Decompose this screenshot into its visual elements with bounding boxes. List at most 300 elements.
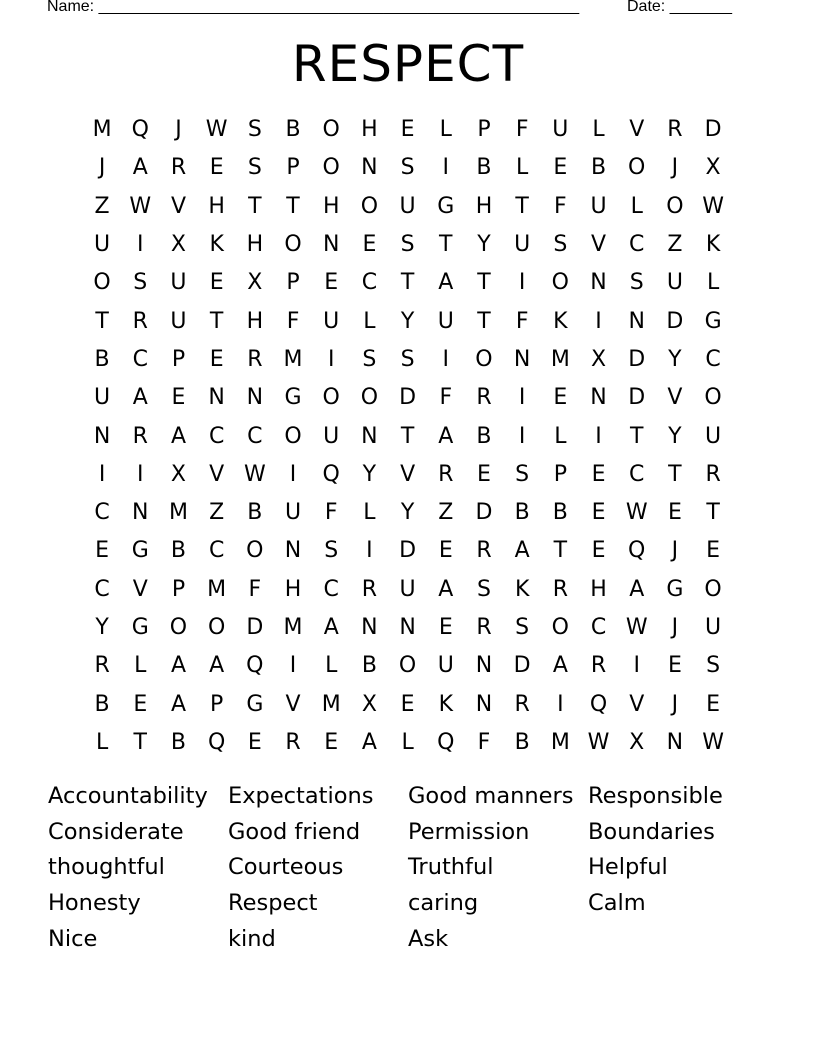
page-title: RESPECT — [291, 35, 525, 93]
grid-letter: G — [704, 308, 722, 334]
grid-letter: V — [209, 461, 225, 487]
grid-letter: D — [475, 500, 493, 526]
grid-letter: L — [401, 729, 414, 755]
grid-letter: W — [625, 500, 648, 526]
word-bank-item: Good friend — [228, 818, 361, 845]
grid-letter: V — [132, 576, 148, 602]
grid-letter: E — [477, 461, 491, 487]
grid-letter: F — [515, 117, 529, 143]
grid-letter: I — [442, 346, 450, 372]
grid-letter: D — [666, 308, 684, 334]
grid-letter: B — [285, 117, 301, 143]
word-bank-item: Calm — [588, 890, 646, 917]
word-bank-item: caring — [408, 890, 479, 917]
grid-letter: S — [515, 461, 530, 487]
grid-letter: N — [628, 308, 645, 334]
grid-letter: H — [590, 576, 607, 602]
grid-letter: E — [438, 615, 453, 640]
grid-letter: R — [476, 615, 492, 640]
grid-letter: V — [629, 117, 645, 143]
grid-letter: H — [246, 232, 264, 258]
grid-letter: I — [442, 155, 450, 181]
grid-letter: U — [170, 308, 187, 334]
grid-letter: O — [322, 117, 340, 143]
grid-row — [83, 111, 733, 149]
word-bank-row — [48, 921, 788, 957]
grid-letter: T — [553, 538, 568, 564]
grid-letter: O — [284, 232, 302, 258]
grid-letter: B — [514, 729, 530, 755]
grid-letter: N — [322, 232, 340, 258]
grid-letter: C — [705, 346, 721, 372]
grid-letter: O — [666, 193, 684, 219]
grid-letter: H — [475, 193, 493, 219]
grid-letter: B — [170, 538, 187, 564]
grid-letter: Q — [589, 691, 608, 717]
grid-letter: T — [515, 193, 529, 219]
grid-letter: O — [704, 385, 722, 411]
grid-letter: G — [284, 385, 302, 411]
grid-letter: D — [628, 346, 646, 372]
grid-letter: Q — [246, 653, 264, 679]
grid-letter: Q — [207, 729, 226, 755]
grid-letter: U — [284, 500, 302, 526]
grid-letter: Z — [209, 500, 225, 526]
grid-letter: M — [207, 576, 227, 602]
grid-letter: K — [209, 232, 224, 258]
grid-letter: A — [552, 653, 568, 679]
word-bank-item: Respect — [228, 890, 318, 917]
grid-letter: F — [515, 308, 529, 334]
grid-row — [83, 532, 733, 570]
grid-letter: S — [247, 155, 262, 181]
grid-row — [83, 417, 733, 455]
grid-letter: U — [705, 423, 722, 449]
grid-letter: T — [668, 461, 682, 487]
grid-letter: A — [132, 155, 148, 181]
grid-letter: J — [671, 691, 679, 717]
grid-letter: M — [92, 117, 112, 143]
grid-letter: C — [247, 423, 263, 449]
grid-row — [83, 341, 733, 379]
grid-row — [83, 724, 733, 762]
grid-letter: T — [248, 193, 262, 219]
grid-letter: Y — [400, 308, 415, 334]
grid-row — [83, 264, 733, 302]
grid-row — [83, 647, 733, 685]
grid-letter: A — [132, 385, 148, 411]
grid-letter: C — [94, 576, 110, 602]
grid-letter: Y — [362, 461, 377, 487]
grid-letter: R — [361, 576, 378, 602]
grid-letter: D — [399, 385, 417, 411]
grid-letter: X — [629, 729, 645, 755]
grid-letter: B — [590, 155, 607, 181]
grid-letter: R — [476, 538, 492, 564]
grid-letter: F — [439, 385, 453, 411]
grid-letter: L — [363, 500, 376, 526]
grid-letter: F — [286, 308, 300, 334]
word-bank-row — [48, 886, 788, 922]
word-bank-item: Expectations — [228, 783, 374, 810]
grid-letter: I — [595, 308, 602, 334]
grid-letter: T — [133, 729, 147, 755]
grid-letter: A — [323, 615, 339, 640]
grid-letter: R — [438, 461, 454, 487]
grid-letter: Y — [95, 615, 109, 640]
grid-letter: L — [706, 270, 720, 296]
grid-letter: N — [361, 423, 378, 449]
grid-letter: E — [247, 729, 262, 755]
grid-letter: L — [325, 653, 338, 679]
grid-letter: J — [671, 155, 679, 181]
grid-letter: E — [591, 500, 606, 526]
grid-letter: U — [705, 615, 722, 640]
grid-letter: U — [399, 193, 416, 219]
grid-letter: O — [398, 653, 417, 679]
grid-letter: O — [360, 193, 379, 219]
grid-letter: I — [137, 232, 144, 258]
grid-letter: E — [553, 155, 568, 181]
grid-letter: O — [207, 615, 226, 640]
grid-letter: R — [476, 385, 492, 411]
grid-letter: S — [400, 232, 415, 258]
grid-letter: B — [94, 691, 110, 717]
grid-letter: N — [361, 155, 378, 181]
grid-letter: U — [170, 270, 187, 296]
grid-letter: N — [361, 615, 378, 640]
grid-letter: L — [554, 423, 567, 449]
grid-letter: K — [705, 232, 721, 258]
word-bank-row — [48, 850, 788, 886]
grid-letter: U — [666, 270, 683, 296]
word-bank-item: kind — [228, 925, 276, 952]
grid-letter: X — [247, 270, 263, 296]
grid-letter: S — [400, 155, 415, 181]
grid-letter: B — [476, 423, 492, 449]
grid-letter: S — [247, 117, 262, 143]
grid-letter: N — [208, 385, 225, 411]
grid-letter: J — [671, 615, 679, 640]
grid-letter: L — [134, 653, 147, 679]
grid-letter: L — [516, 155, 529, 181]
grid-letter: O — [322, 155, 340, 181]
word-bank-item: Permission — [408, 818, 530, 845]
grid-letter: X — [590, 346, 607, 372]
grid-letter: K — [553, 308, 568, 334]
grid-letter: P — [286, 270, 300, 296]
grid-letter: U — [590, 193, 607, 219]
grid-row — [83, 685, 733, 723]
grid-letter: C — [590, 615, 607, 640]
grid-letter: N — [590, 270, 607, 296]
grid-letter: E — [209, 270, 224, 296]
grid-row — [83, 571, 733, 609]
grid-letter: T — [209, 308, 224, 334]
grid-letter: U — [437, 308, 454, 334]
grid-letter: O — [551, 615, 569, 640]
letter-grid — [83, 111, 733, 762]
grid-letter: B — [247, 500, 263, 526]
grid-letter: W — [702, 729, 724, 755]
grid-letter: E — [706, 691, 721, 717]
grid-letter: P — [477, 117, 491, 143]
grid-row — [83, 494, 733, 532]
grid-letter: O — [551, 270, 569, 296]
grid-letter: D — [246, 615, 264, 640]
grid-letter: Y — [668, 423, 682, 449]
grid-letter: E — [324, 270, 339, 296]
grid-letter: V — [629, 691, 645, 717]
grid-letter: E — [362, 232, 377, 258]
grid-letter: T — [477, 308, 491, 334]
grid-letter: R — [667, 117, 683, 143]
grid-letter: S — [706, 653, 721, 679]
grid-letter: E — [133, 691, 148, 717]
grid-letter: B — [476, 155, 492, 181]
grid-letter: I — [557, 691, 564, 717]
grid-letter: C — [323, 576, 339, 602]
name-field-line: Name: ______________________________________________________ — [47, 0, 580, 15]
grid-letter: W — [205, 117, 228, 143]
grid-letter: V — [591, 232, 607, 258]
date-field-line: Date: _______ — [627, 0, 732, 15]
grid-letter: M — [321, 691, 341, 717]
grid-letter: W — [702, 193, 724, 219]
grid-letter: Q — [322, 461, 340, 487]
grid-letter: N — [399, 615, 416, 640]
word-bank-item: Considerate — [48, 818, 184, 845]
grid-letter: S — [515, 615, 530, 640]
grid-letter: I — [327, 346, 335, 372]
grid-letter: R — [590, 653, 607, 679]
grid-letter: S — [324, 538, 339, 564]
grid-letter: M — [550, 346, 570, 372]
grid-letter: F — [554, 193, 567, 219]
word-bank-row — [48, 779, 788, 815]
grid-row — [83, 149, 733, 187]
grid-letter: J — [671, 538, 679, 564]
grid-letter: E — [400, 117, 415, 143]
grid-letter: O — [246, 538, 264, 564]
word-bank-item: Good manners — [408, 783, 574, 810]
grid-letter: A — [170, 691, 186, 717]
grid-letter: D — [704, 117, 722, 143]
grid-letter: E — [553, 385, 568, 411]
grid-letter: N — [590, 385, 607, 411]
grid-letter: A — [209, 653, 225, 679]
grid-letter: E — [209, 155, 224, 181]
word-bank-item: Truthful — [408, 854, 494, 881]
grid-letter: I — [98, 461, 106, 487]
grid-letter: S — [629, 270, 644, 296]
grid-letter: R — [705, 461, 721, 487]
grid-letter: T — [400, 270, 415, 296]
grid-letter: A — [438, 270, 454, 296]
grid-letter: A — [514, 538, 530, 564]
grid-letter: T — [95, 308, 109, 334]
grid-letter: E — [400, 691, 415, 717]
grid-letter: A — [438, 576, 454, 602]
grid-letter: P — [171, 346, 186, 372]
grid-letter: Q — [437, 729, 455, 755]
grid-letter: I — [137, 461, 144, 487]
grid-letter: B — [552, 500, 568, 526]
grid-letter: I — [289, 461, 297, 487]
grid-letter: R — [132, 308, 148, 334]
grid-letter: B — [514, 500, 530, 526]
grid-letter: C — [361, 270, 378, 296]
grid-letter: D — [513, 653, 531, 679]
grid-letter: N — [513, 346, 531, 372]
grid-letter: G — [131, 538, 149, 564]
grid-letter: X — [705, 155, 721, 181]
grid-row — [83, 456, 733, 494]
grid-letter: H — [322, 193, 340, 219]
grid-letter: N — [93, 423, 111, 449]
word-bank-item: Courteous — [228, 854, 344, 881]
grid-letter: M — [283, 615, 303, 640]
grid-row — [83, 609, 733, 647]
word-bank-item: Boundaries — [588, 818, 715, 845]
word-bank-item: Nice — [48, 925, 98, 952]
grid-letter: Z — [667, 232, 683, 258]
grid-letter: C — [208, 423, 225, 449]
grid-letter: W — [243, 461, 266, 487]
grid-letter: I — [518, 270, 526, 296]
grid-letter: L — [363, 308, 376, 334]
grid-letter: V — [170, 193, 186, 219]
grid-letter: I — [289, 653, 297, 679]
grid-letter: F — [477, 729, 491, 755]
grid-letter: R — [552, 576, 568, 602]
grid-letter: P — [210, 691, 224, 717]
grid-letter: A — [170, 653, 186, 679]
grid-letter: W — [129, 193, 152, 219]
grid-letter: J — [98, 155, 106, 181]
grid-letter: E — [667, 500, 682, 526]
grid-letter: S — [400, 346, 415, 372]
grid-letter: I — [518, 385, 526, 411]
grid-letter: H — [208, 193, 225, 219]
grid-letter: Z — [438, 500, 454, 526]
grid-letter: H — [361, 117, 378, 143]
grid-letter: G — [666, 576, 684, 602]
grid-letter: O — [704, 576, 722, 602]
grid-letter: S — [133, 270, 148, 296]
grid-letter: O — [628, 155, 646, 181]
grid-letter: A — [361, 729, 377, 755]
grid-letter: T — [439, 232, 453, 258]
grid-letter: E — [209, 346, 224, 372]
grid-letter: S — [476, 576, 491, 602]
word-bank — [48, 779, 788, 957]
grid-letter: R — [514, 691, 530, 717]
grid-letter: N — [475, 653, 493, 679]
grid-letter: M — [168, 500, 188, 526]
grid-letter: E — [667, 653, 682, 679]
grid-letter: T — [629, 423, 644, 449]
grid-letter: X — [361, 691, 377, 717]
grid-letter: D — [628, 385, 646, 411]
word-bank-row — [48, 815, 788, 851]
grid-letter: I — [595, 423, 602, 449]
grid-letter: C — [208, 538, 225, 564]
grid-letter: H — [246, 308, 264, 334]
grid-letter: C — [629, 461, 645, 487]
grid-letter: O — [169, 615, 188, 640]
grid-letter: F — [248, 576, 262, 602]
grid-row — [83, 226, 733, 264]
grid-letter: F — [324, 500, 338, 526]
grid-letter: O — [360, 385, 379, 411]
word-bank-item: Ask — [408, 925, 449, 952]
word-bank-item: Honesty — [48, 890, 141, 917]
grid-letter: G — [437, 193, 455, 219]
grid-letter: U — [94, 385, 111, 411]
grid-letter: P — [553, 461, 567, 487]
grid-letter: I — [518, 423, 526, 449]
grid-letter: E — [591, 461, 606, 487]
grid-letter: T — [706, 500, 720, 526]
grid-letter: M — [550, 729, 570, 755]
grid-letter: I — [633, 653, 640, 679]
grid-letter: Y — [400, 500, 415, 526]
grid-letter: C — [94, 500, 110, 526]
grid-letter: E — [171, 385, 186, 411]
grid-row — [83, 188, 733, 226]
grid-letter: L — [439, 117, 452, 143]
grid-letter: N — [666, 729, 684, 755]
grid-letter: R — [132, 423, 148, 449]
grid-letter: B — [361, 653, 377, 679]
grid-letter: H — [284, 576, 302, 602]
grid-letter: V — [400, 461, 416, 487]
grid-letter: L — [592, 117, 605, 143]
grid-letter: O — [284, 423, 302, 449]
grid-letter: U — [399, 576, 416, 602]
grid-letter: W — [625, 615, 648, 640]
grid-letter: O — [475, 346, 493, 372]
grid-letter: A — [438, 423, 454, 449]
grid-letter: E — [591, 538, 606, 564]
grid-letter: C — [132, 346, 148, 372]
word-bank-item: Helpful — [588, 854, 668, 881]
grid-letter: T — [477, 270, 491, 296]
grid-letter: P — [286, 155, 300, 181]
grid-letter: Q — [131, 117, 149, 143]
grid-letter: U — [437, 653, 454, 679]
grid-letter: I — [366, 538, 373, 564]
grid-letter: O — [93, 270, 111, 296]
grid-letter: A — [629, 576, 645, 602]
grid-letter: R — [247, 346, 263, 372]
grid-letter: V — [667, 385, 683, 411]
grid-letter: Y — [668, 346, 682, 372]
grid-letter: Z — [94, 193, 110, 219]
grid-letter: S — [553, 232, 568, 258]
grid-letter: N — [132, 500, 149, 526]
grid-letter: D — [399, 538, 417, 564]
word-bank-item: Responsible — [588, 783, 723, 810]
grid-row — [83, 379, 733, 417]
grid-letter: L — [95, 729, 109, 755]
grid-letter: R — [94, 653, 110, 679]
grid-letter: T — [400, 423, 415, 449]
grid-letter: G — [246, 691, 264, 717]
grid-letter: C — [629, 232, 645, 258]
grid-letter: R — [170, 155, 187, 181]
